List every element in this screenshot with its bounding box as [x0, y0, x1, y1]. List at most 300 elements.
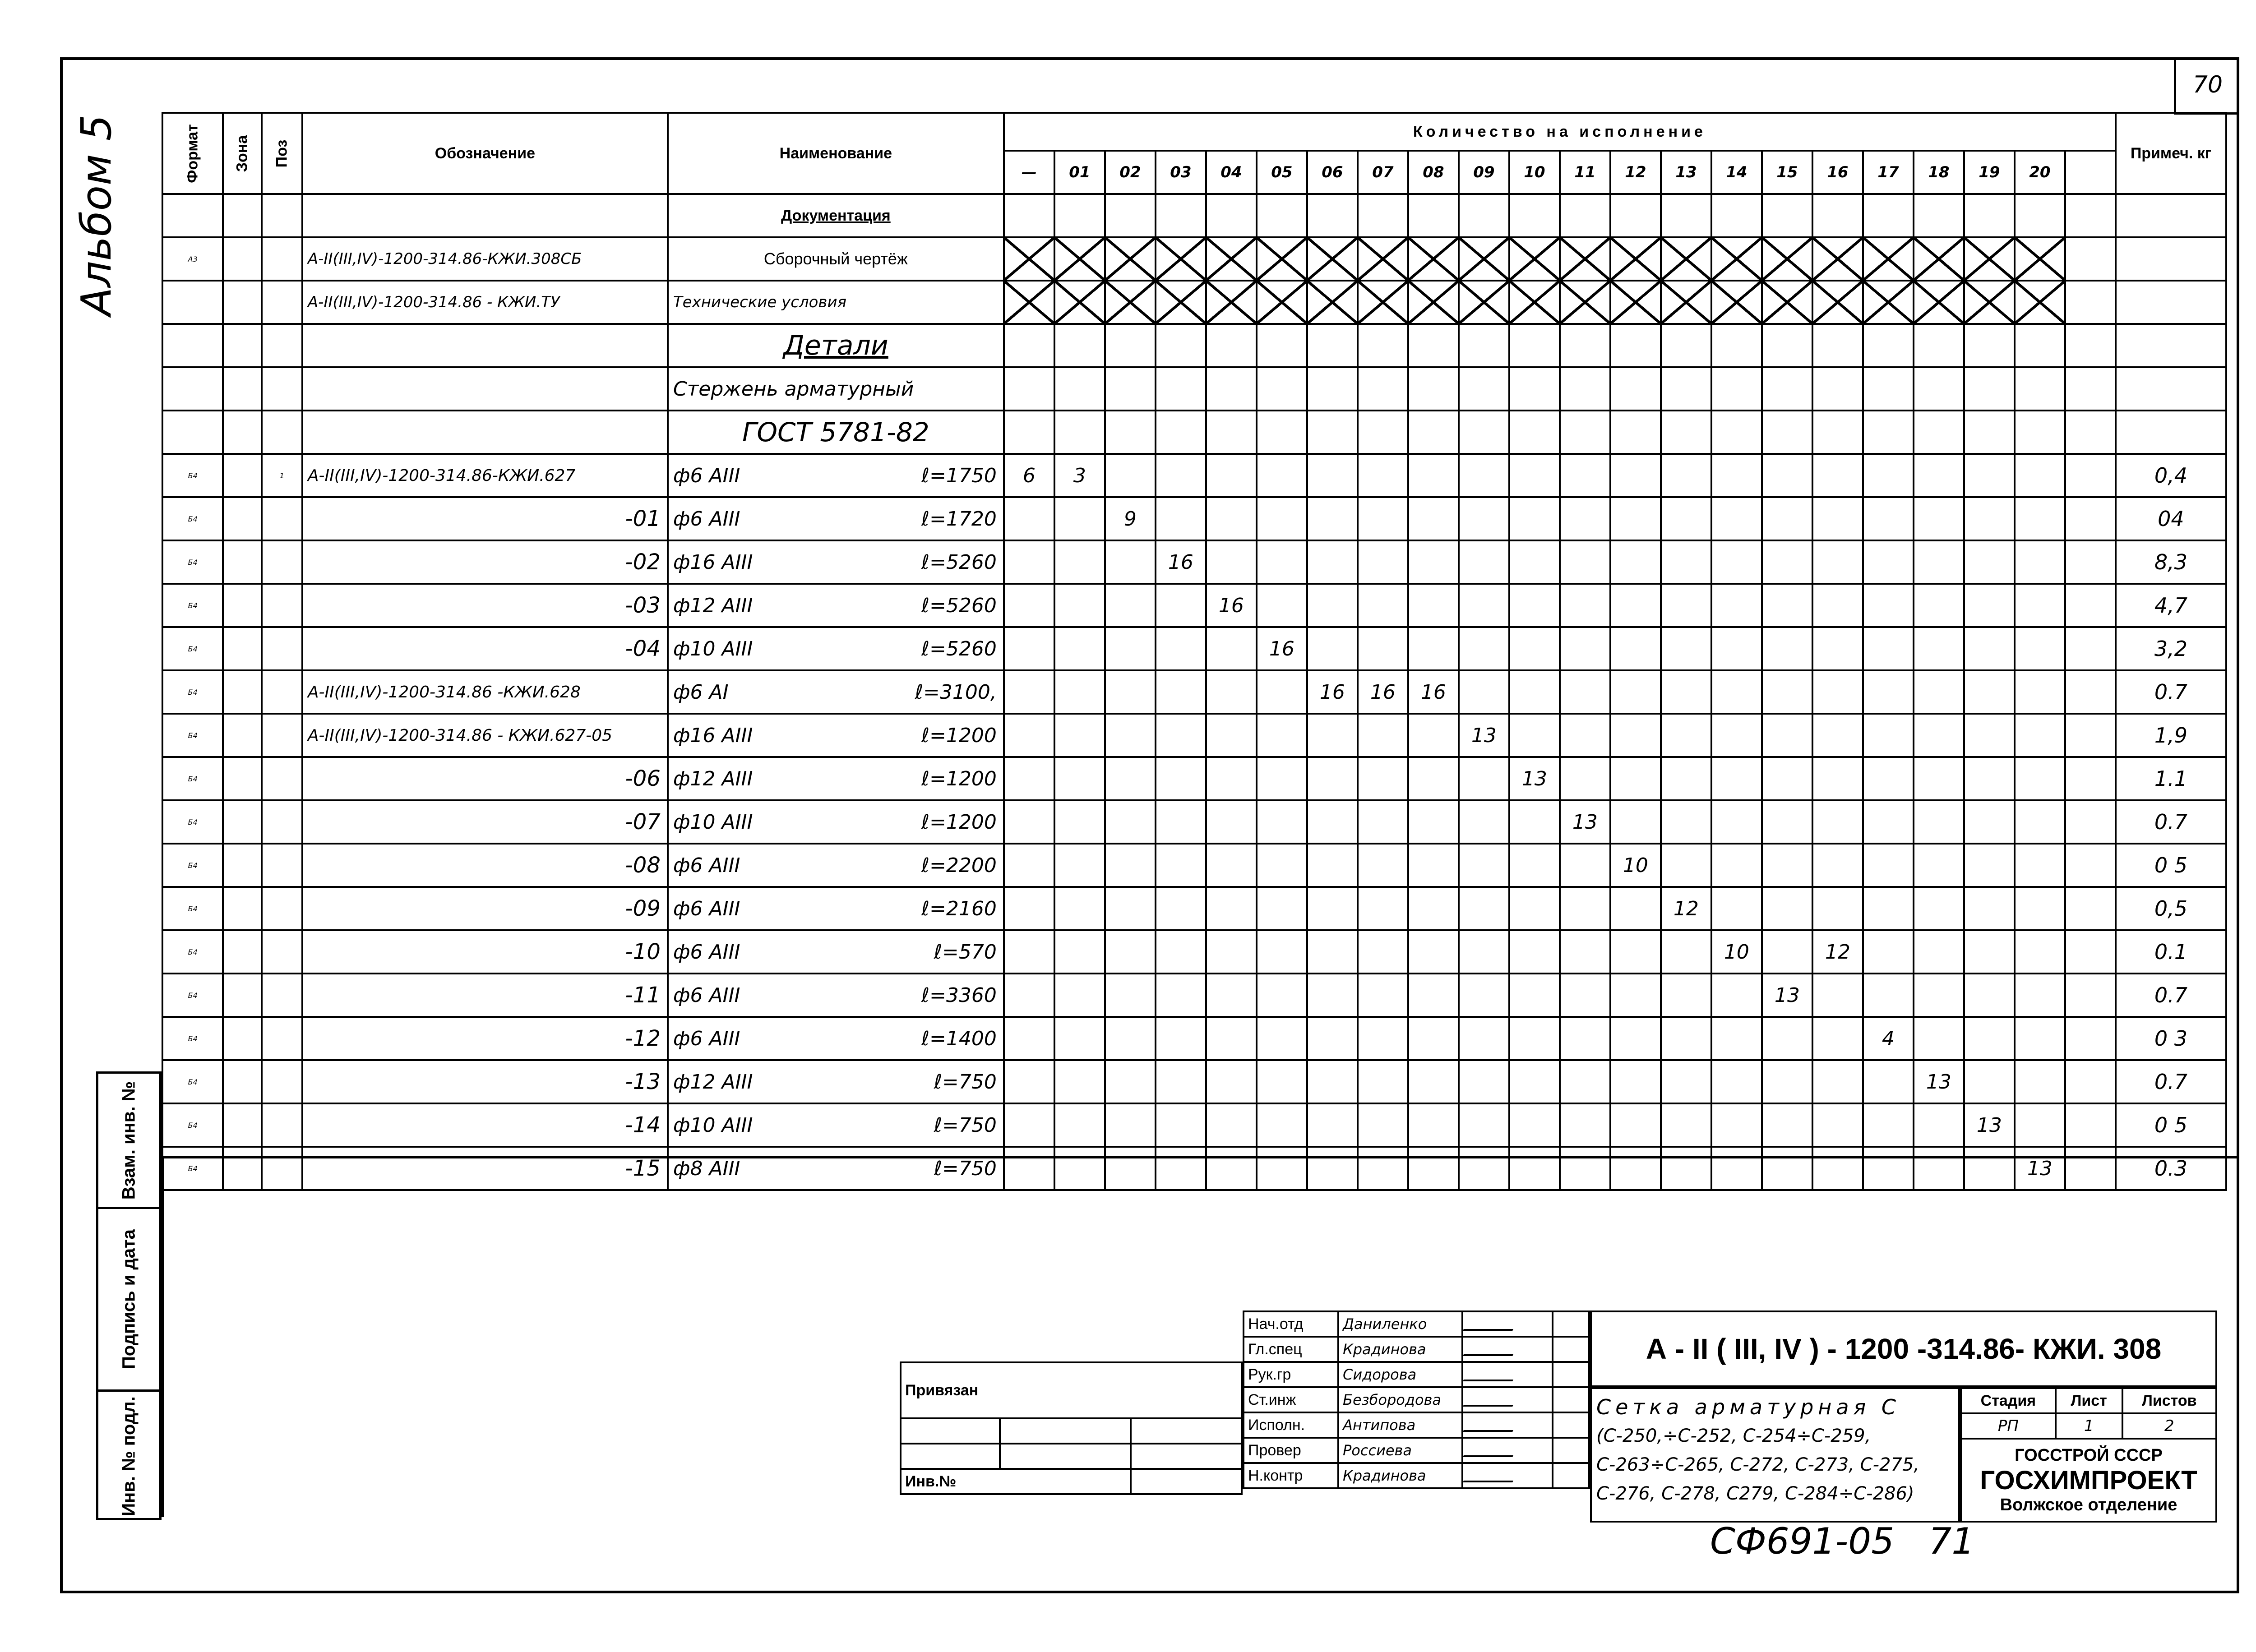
- qty-cell: [2065, 454, 2116, 497]
- crossed-cell: [2015, 281, 2065, 324]
- side-cell-podpis: [98, 1209, 159, 1392]
- qty-cell: [1914, 714, 1964, 757]
- qty-cell: [1004, 1103, 1054, 1147]
- qty-cell: [1812, 974, 1863, 1017]
- diameter: ф10 АIII: [673, 637, 753, 660]
- qty-cell: [1105, 627, 1156, 670]
- name-cell: [668, 714, 1004, 757]
- qty-cell: [1105, 887, 1156, 930]
- name-wrap: [669, 1027, 1003, 1050]
- pos-cell: 1: [262, 454, 302, 497]
- qty-cell: [1156, 844, 1206, 887]
- qty-cell: [1358, 367, 1408, 411]
- qty-cell: [1206, 974, 1257, 1017]
- cell: [302, 194, 668, 237]
- format-cell: Б4: [162, 584, 223, 627]
- length: ℓ=750: [934, 1113, 997, 1137]
- crossed-cell: [1560, 281, 1610, 324]
- pos-cell: [262, 497, 302, 540]
- qty-cell: [1105, 584, 1156, 627]
- name-cell: [668, 844, 1004, 887]
- header-zone: [223, 113, 262, 194]
- qty-cell: [1257, 1017, 1307, 1060]
- qty-cell: [1307, 930, 1358, 974]
- qty-cell: [1459, 1060, 1509, 1103]
- qty-cell: [1509, 454, 1560, 497]
- qty-cell: [1509, 411, 1560, 454]
- qty-cell: [1661, 757, 1711, 800]
- qty-cell: [1156, 411, 1206, 454]
- qty-cell: [1004, 367, 1054, 411]
- qty-cell: [1459, 367, 1509, 411]
- qty-cell: [1004, 540, 1054, 584]
- zone-cell: [223, 454, 262, 497]
- qty-cell: [1560, 411, 1610, 454]
- header-note: Примеч. кг: [2116, 113, 2226, 194]
- qty-cell: [1004, 887, 1054, 930]
- qty-cell: [1762, 1060, 1812, 1103]
- qty-cell: [1560, 844, 1610, 887]
- section-documentation: Документация: [781, 207, 891, 224]
- qty-cell: [1661, 800, 1711, 844]
- qty-cell: [1459, 411, 1509, 454]
- qty-cell: [1257, 367, 1307, 411]
- qty-cell: [1863, 627, 1914, 670]
- note-cell: [2116, 237, 2226, 281]
- qty-cell: [1812, 800, 1863, 844]
- qty-cell: [1257, 930, 1307, 974]
- format-cell: Б4: [162, 887, 223, 930]
- length: ℓ=1200: [921, 724, 997, 747]
- qty-cell: [1762, 497, 1812, 540]
- pos-cell: [262, 1017, 302, 1060]
- role-label: Исполн.: [1244, 1412, 1338, 1438]
- sheets-label: Листов: [2122, 1388, 2216, 1413]
- header-version: 16: [1812, 151, 1863, 194]
- qty-cell: [1509, 497, 1560, 540]
- date-cell: [1553, 1412, 1589, 1438]
- qty-cell: [1863, 540, 1914, 584]
- qty-cell: [1105, 757, 1156, 800]
- qty-cell: [2065, 930, 2116, 974]
- qty-cell: [2015, 324, 2065, 367]
- designation-cell: А-II(III,IV)-1200-314.86 - КЖИ.627-05: [302, 714, 668, 757]
- name-cell: [668, 1060, 1004, 1103]
- qty-cell: [2015, 411, 2065, 454]
- qty-cell: [1661, 540, 1711, 584]
- qty-cell: [1408, 194, 1459, 237]
- qty-cell: [1307, 454, 1358, 497]
- qty-cell: [1964, 844, 2015, 887]
- qty-cell: [1004, 194, 1054, 237]
- qty-cell: [1711, 540, 1762, 584]
- qty-cell: 16: [1358, 670, 1408, 714]
- drawing-title: [1590, 1387, 1960, 1523]
- qty-cell: [1004, 714, 1054, 757]
- side-label: Инв. № подл.: [119, 1396, 139, 1516]
- pos-cell: [262, 844, 302, 887]
- cell: [223, 324, 262, 367]
- length: ℓ=1400: [921, 1027, 997, 1050]
- qty-cell: [1964, 800, 2015, 844]
- qty-cell: [1156, 454, 1206, 497]
- crossed-cell: [1358, 237, 1408, 281]
- qty-cell: [1257, 1060, 1307, 1103]
- header-format-label: Формат: [184, 124, 201, 183]
- qty-cell: [1812, 627, 1863, 670]
- qty-cell: 16: [1156, 540, 1206, 584]
- header-qty-title: Количество на исполнение: [1004, 113, 2116, 151]
- qty-cell: [1863, 194, 1914, 237]
- pos-cell: [262, 930, 302, 974]
- date-cell: [1553, 1387, 1589, 1412]
- diameter: ф6 АIII: [673, 897, 740, 920]
- date-cell: [1553, 1438, 1589, 1463]
- qty-cell: [1206, 367, 1257, 411]
- qty-cell: [2065, 281, 2116, 324]
- role-name: Крадинова: [1338, 1463, 1462, 1488]
- qty-cell: [1964, 670, 2015, 714]
- qty-cell: 13: [1914, 1060, 1964, 1103]
- note-cell: [2116, 367, 2226, 411]
- qty-cell: [1610, 1060, 1661, 1103]
- qty-cell: [1914, 757, 1964, 800]
- qty-cell: [1661, 670, 1711, 714]
- part-row: [162, 627, 2226, 670]
- crossed-cell: [1054, 237, 1105, 281]
- crossed-cell: [1004, 237, 1054, 281]
- name-cell: [668, 670, 1004, 714]
- qty-cell: [1560, 887, 1610, 930]
- signature: [1462, 1463, 1553, 1488]
- qty-cell: [1509, 930, 1560, 974]
- qty-cell: [1206, 844, 1257, 887]
- format-cell: Б4: [162, 1147, 223, 1190]
- date-cell: [1553, 1311, 1589, 1337]
- designation-cell: А-II(III,IV)-1200-314.86 -КЖИ.628: [302, 670, 668, 714]
- name-wrap: [669, 594, 1003, 617]
- qty-cell: [1206, 800, 1257, 844]
- qty-cell: [1812, 844, 1863, 887]
- format-cell: Б4: [162, 627, 223, 670]
- stage-value: РП: [1961, 1413, 2056, 1439]
- qty-cell: [1914, 497, 1964, 540]
- header-version: 13: [1661, 151, 1711, 194]
- note-cell: [2116, 281, 2226, 324]
- signature: [1462, 1337, 1553, 1362]
- qty-cell: [2065, 194, 2116, 237]
- qty-cell: [1661, 974, 1711, 1017]
- title-line: С-276, С-278, С279, С-284÷С-286): [1596, 1483, 1914, 1504]
- qty-cell: [1105, 930, 1156, 974]
- note-cell: 0.7: [2116, 974, 2226, 1017]
- qty-cell: [1812, 714, 1863, 757]
- qty-cell: 4: [1863, 1017, 1914, 1060]
- qty-cell: [1257, 757, 1307, 800]
- qty-cell: [1610, 887, 1661, 930]
- qty-cell: [1257, 324, 1307, 367]
- qty-cell: [1004, 1060, 1054, 1103]
- qty-cell: [1509, 324, 1560, 367]
- cell: [302, 324, 668, 367]
- qty-cell: [1156, 887, 1206, 930]
- name-wrap: [669, 464, 1003, 487]
- crossed-cell: [1914, 237, 1964, 281]
- qty-cell: 16: [1408, 670, 1459, 714]
- format-cell: Б4: [162, 1017, 223, 1060]
- name-wrap: [669, 1114, 1003, 1137]
- section-row: [162, 411, 2226, 454]
- inv-no-label: Инв.№: [901, 1469, 1131, 1494]
- qty-cell: [1054, 1017, 1105, 1060]
- qty-cell: [1206, 1017, 1257, 1060]
- cell: [302, 411, 668, 454]
- qty-cell: 10: [1711, 930, 1762, 974]
- qty-cell: [1509, 800, 1560, 844]
- qty-cell: [1560, 974, 1610, 1017]
- qty-cell: [1459, 540, 1509, 584]
- qty-cell: 13: [1509, 757, 1560, 800]
- diameter: ф6 АIII: [673, 854, 740, 877]
- length: ℓ=3360: [921, 983, 997, 1007]
- qty-cell: [1964, 757, 2015, 800]
- qty-cell: [1560, 584, 1610, 627]
- cell: [223, 194, 262, 237]
- qty-cell: [2015, 497, 2065, 540]
- cell: [668, 194, 1004, 237]
- crossed-cell: [1105, 281, 1156, 324]
- qty-cell: [1054, 324, 1105, 367]
- qty-cell: [1004, 627, 1054, 670]
- section-parts-subtitle_1: Стержень арматурный: [668, 367, 1004, 411]
- header-designation: Обозначение: [302, 113, 668, 194]
- designation-cell: -09: [302, 887, 668, 930]
- header-version: 19: [1964, 151, 2015, 194]
- crossed-cell: [1408, 237, 1459, 281]
- qty-cell: [1307, 194, 1358, 237]
- roles-block: [1243, 1311, 1590, 1489]
- qty-cell: 9: [1105, 497, 1156, 540]
- crossed-cell: [1964, 281, 2015, 324]
- qty-cell: [1358, 1060, 1408, 1103]
- header-version: 04: [1206, 151, 1257, 194]
- qty-cell: [1105, 800, 1156, 844]
- qty-cell: [1004, 757, 1054, 800]
- zone-cell: [223, 757, 262, 800]
- qty-cell: [1156, 757, 1206, 800]
- length: ℓ=5260: [921, 594, 997, 617]
- diameter: ф16 АIII: [673, 724, 753, 747]
- qty-cell: [1762, 1017, 1812, 1060]
- qty-cell: [2015, 757, 2065, 800]
- crossed-cell: [1004, 281, 1054, 324]
- qty-cell: [1105, 714, 1156, 757]
- crossed-cell: [1661, 281, 1711, 324]
- sheet-label: Лист: [2056, 1388, 2122, 1413]
- qty-cell: [1610, 324, 1661, 367]
- qty-cell: [1408, 1017, 1459, 1060]
- qty-cell: [1812, 887, 1863, 930]
- crossed-cell: [1054, 281, 1105, 324]
- qty-cell: [1661, 411, 1711, 454]
- qty-cell: [1560, 367, 1610, 411]
- qty-cell: [1206, 540, 1257, 584]
- note-cell: [2116, 324, 2226, 367]
- cell: [162, 411, 223, 454]
- qty-cell: [2015, 974, 2065, 1017]
- qty-cell: [1156, 974, 1206, 1017]
- qty-cell: [1459, 670, 1509, 714]
- qty-cell: [1762, 194, 1812, 237]
- qty-cell: [1105, 1103, 1156, 1147]
- designation-cell: -06: [302, 757, 668, 800]
- qty-cell: [1206, 670, 1257, 714]
- note-cell: 0,4: [2116, 454, 2226, 497]
- qty-cell: [1863, 974, 1914, 1017]
- qty-cell: [1156, 497, 1206, 540]
- role-name: Безбородова: [1338, 1387, 1462, 1412]
- role-label: Н.контр: [1244, 1463, 1338, 1488]
- title-line: С-263÷С-265, С-272, С-273, С-275,: [1596, 1454, 1920, 1475]
- qty-cell: [1711, 194, 1762, 237]
- part-row: [162, 800, 2226, 844]
- role-row: [1244, 1438, 1589, 1463]
- qty-cell: [1358, 757, 1408, 800]
- qty-cell: [1661, 1017, 1711, 1060]
- header-version: 11: [1560, 151, 1610, 194]
- name-cell: [668, 540, 1004, 584]
- qty-cell: [1560, 194, 1610, 237]
- table-row: [162, 194, 2226, 237]
- name-wrap: [669, 984, 1003, 1007]
- qty-cell: [1408, 1103, 1459, 1147]
- note-cell: [2116, 194, 2226, 237]
- crossed-cell: [1610, 237, 1661, 281]
- qty-cell: [1105, 844, 1156, 887]
- qty-cell: [2015, 844, 2065, 887]
- qty-cell: [1307, 497, 1358, 540]
- qty-cell: [1914, 584, 1964, 627]
- qty-cell: 13: [1762, 974, 1812, 1017]
- section-parts-subtitle_2: ГОСТ 5781-82: [668, 411, 1004, 454]
- qty-cell: [1358, 411, 1408, 454]
- sheet-number: 70: [2174, 57, 2239, 115]
- length: ℓ=5260: [921, 550, 997, 574]
- name-cell: [668, 974, 1004, 1017]
- part-row: [162, 1060, 2226, 1103]
- diameter: ф12 АIII: [673, 1070, 753, 1094]
- qty-cell: [1105, 1017, 1156, 1060]
- qty-cell: [1408, 974, 1459, 1017]
- name-cell: [668, 800, 1004, 844]
- qty-cell: [1408, 844, 1459, 887]
- qty-cell: [1610, 757, 1661, 800]
- qty-cell: [1156, 800, 1206, 844]
- crossed-cell: [1610, 281, 1661, 324]
- designation-cell: -11: [302, 974, 668, 1017]
- bottom-note: СФ691-05 71: [1710, 1520, 1975, 1562]
- doc-code: [1590, 1311, 2217, 1387]
- qty-cell: [1610, 411, 1661, 454]
- title-line: Сетка арматурная С: [1596, 1395, 1900, 1419]
- designation-cell: -15: [302, 1147, 668, 1190]
- qty-cell: [1257, 497, 1307, 540]
- qty-cell: [1964, 454, 2015, 497]
- pos-cell: [262, 670, 302, 714]
- qty-cell: [2065, 1103, 2116, 1147]
- pos-cell: [262, 757, 302, 800]
- qty-cell: [1661, 324, 1711, 367]
- qty-cell: [1307, 367, 1358, 411]
- part-row: [162, 757, 2226, 800]
- header-zone-label: Зона: [233, 135, 251, 172]
- qty-cell: [1054, 974, 1105, 1017]
- name-wrap: [669, 897, 1003, 920]
- qty-cell: [1307, 844, 1358, 887]
- qty-cell: [2065, 540, 2116, 584]
- part-row: [162, 887, 2226, 930]
- format-cell: [162, 281, 223, 324]
- qty-cell: [1661, 627, 1711, 670]
- qty-cell: [2015, 540, 2065, 584]
- qty-cell: [1307, 1060, 1358, 1103]
- qty-cell: [1206, 757, 1257, 800]
- name-cell: Технические условия: [668, 281, 1004, 324]
- qty-cell: [1054, 540, 1105, 584]
- qty-cell: [1054, 930, 1105, 974]
- section-row: [162, 367, 2226, 411]
- qty-cell: [1206, 497, 1257, 540]
- qty-cell: [1054, 411, 1105, 454]
- length: ℓ=3100,: [915, 680, 997, 704]
- qty-cell: [1964, 1017, 2015, 1060]
- diameter: ф6 АIII: [673, 1027, 740, 1050]
- note-cell: 0 3: [2116, 1017, 2226, 1060]
- qty-cell: [1054, 670, 1105, 714]
- cell: [262, 411, 302, 454]
- qty-cell: [2065, 237, 2116, 281]
- qty-cell: [1914, 367, 1964, 411]
- qty-cell: [2015, 367, 2065, 411]
- qty-cell: [1914, 670, 1964, 714]
- qty-cell: [1206, 627, 1257, 670]
- pos-cell: [262, 1060, 302, 1103]
- zone-cell: [223, 800, 262, 844]
- zone-cell: [223, 1103, 262, 1147]
- cell: [162, 367, 223, 411]
- qty-cell: [1762, 324, 1812, 367]
- qty-cell: [1206, 194, 1257, 237]
- qty-cell: [1459, 194, 1509, 237]
- role-label: Нач.отд: [1244, 1311, 1338, 1337]
- qty-cell: [1964, 497, 2015, 540]
- qty-cell: [1711, 1017, 1762, 1060]
- qty-cell: [1408, 324, 1459, 367]
- role-row: [1244, 1463, 1589, 1488]
- qty-cell: 6: [1004, 454, 1054, 497]
- qty-cell: [1560, 1103, 1610, 1147]
- role-name: Даниленко: [1338, 1311, 1462, 1337]
- designation-cell: А-II(III,IV)-1200-314.86 - КЖИ.ТУ: [302, 281, 668, 324]
- qty-cell: [1004, 584, 1054, 627]
- qty-cell: [1054, 1103, 1105, 1147]
- length: ℓ=570: [934, 940, 997, 964]
- name-wrap: [669, 941, 1003, 964]
- name-cell: Сборочный чертёж: [668, 237, 1004, 281]
- qty-cell: [1509, 670, 1560, 714]
- qty-cell: [1408, 714, 1459, 757]
- qty-cell: [1156, 1103, 1206, 1147]
